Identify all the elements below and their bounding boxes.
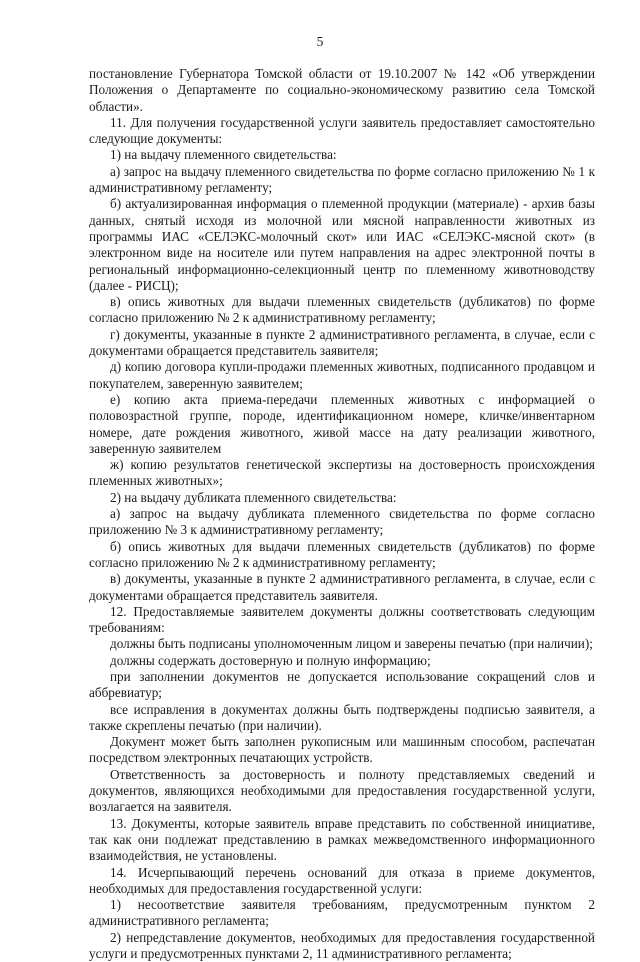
- paragraph: б) актуализированная информация о племенной продукции (материале) - архив базы данных, снятый исходя из молочной или мясной направленности животных из программы ИАС «СЕЛЭКС-молочный скот» или ИАС «СЕЛЭКС-мясной скот» (в электронном виде на носителе или путем направления на адрес электронной почты в региональный информационно-селекционный центр по племенному животноводству (далее - РИСЦ);: [89, 196, 595, 293]
- paragraph: в) опись животных для выдачи племенных свидетельств (дубликатов) по форме согласно приложению № 2 к административному регламенту;: [89, 294, 595, 326]
- paragraph: 2) на выдачу дубликата племенного свидетельства:: [110, 489, 397, 505]
- paragraph: при заполнении документов не допускается использование сокращений слов и аббревиатур;: [89, 668, 595, 701]
- paragraph: а) запрос на выдачу племенного свидетельства по форме согласно приложению № 1 к административному регламенту;: [89, 163, 595, 196]
- paragraph: в) документы, указанные в пункте 2 административного регламента, в случае, если с документами обращается представитель заявителя.: [89, 571, 595, 603]
- paragraph: 1) несоответствие заявителя требованиям, предусмотренным пунктом 2 административного регламента;: [89, 897, 595, 929]
- paragraph: г) документы, указанные в пункте 2 административного регламента, в случае, если с документами обращается представитель заявителя;: [89, 326, 595, 359]
- paragraph: 1) на выдачу племенного свидетельства:: [110, 147, 337, 163]
- paragraph: Ответственность за достоверность и полноту представляемых сведений и документов, являющихся необходимыми для предоставления государственной услуги, возлагается на заявителя.: [89, 766, 595, 815]
- paragraph: должны быть подписаны уполномоченным лицом и заверены печатью (при наличии);: [110, 636, 593, 652]
- paragraph: ж) копию результатов генетической экспертизы на достоверность происхождения племенных животных»;: [89, 457, 595, 489]
- paragraph: 11. Для получения государственной услуги заявитель предоставляет самостоятельно следующие документы:: [89, 114, 595, 147]
- paragraph: 13. Документы, которые заявитель вправе представить по собственной инициативе, так как они подлежат представлению в рамках межведомственного информационного взаимодействия, не установлены.: [89, 815, 595, 864]
- paragraph: постановление Губернатора Томской области от 19.10.2007 № 142 «Об утверждении Положения о Департаменте по социально-экономическому развитию села Томской области».: [89, 66, 595, 114]
- paragraph: д) копию договора купли-продажи племенных животных, подписанного продавцом и покупателем, заверенную заявителем;: [89, 359, 595, 391]
- paragraph: б) опись животных для выдачи племенных свидетельств (дубликатов) по форме согласно приложению № 2 к административному регламенту;: [89, 538, 595, 570]
- paragraph: е) копию акта приема-передачи племенных животных с информацией о половозрастной группе, породе, идентификационном номере, кличке/инвентарном номере, дате рождения животного, живой массе на дату реализации животного, заверенную заявителем: [89, 391, 595, 456]
- paragraph: 14. Исчерпывающий перечень оснований для отказа в приеме документов, необходимых для предоставления государственной услуги:: [89, 864, 595, 896]
- document-body: [89, 66, 595, 962]
- paragraph: все исправления в документах должны быть подтверждены подписью заявителя, а также скреплены печатью (при наличии).: [89, 701, 595, 733]
- paragraph: 12. Предоставляемые заявителем документы должны соответствовать следующим требованиям:: [89, 603, 595, 636]
- paragraph: а) запрос на выдачу дубликата племенного свидетельства по форме согласно приложению № 3 к административному регламенту;: [89, 506, 595, 538]
- page-number: 5: [316, 34, 324, 49]
- paragraph: Документ может быть заполнен рукописным или машинным способом, распечатан посредством электронных печатающих устройств.: [89, 734, 595, 766]
- paragraph: 2) непредставление документов, необходимых для предоставления государственной услуги и предусмотренных пунктами 2, 11 административного регламента;: [89, 929, 595, 962]
- paragraph: должны содержать достоверную и полную информацию;: [110, 652, 431, 668]
